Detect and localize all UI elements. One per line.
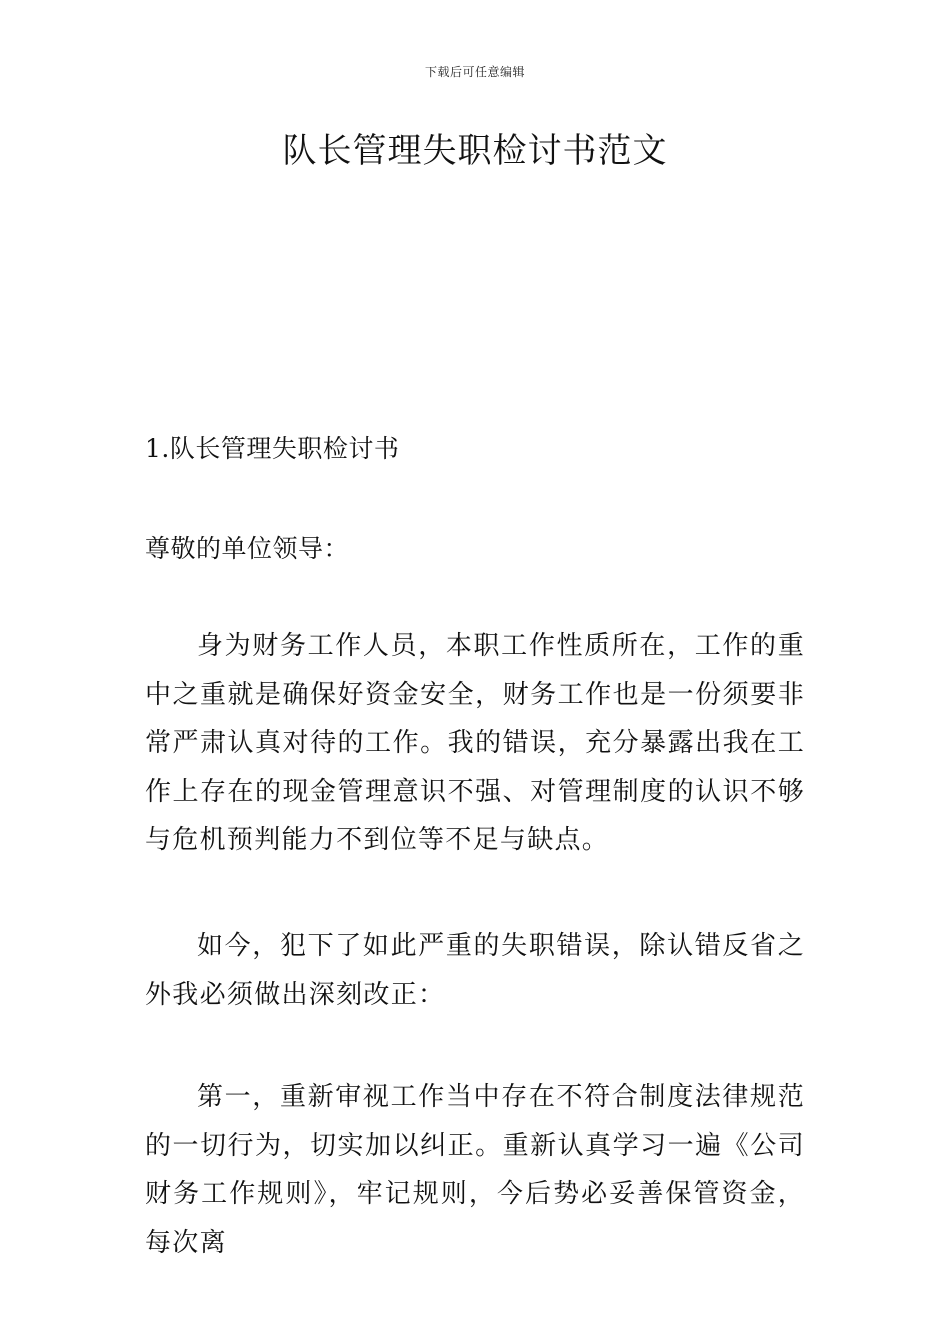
- header-note: 下载后可任意编辑: [424, 65, 525, 79]
- page-title: 队长管理失职检讨书范文: [282, 131, 668, 171]
- body-paragraph: 身为财务工作人员，本职工作性质所在，工作的重中之重就是确保好资金安全，财务工作也是一份须要非常严肃认真对待的工作。我的错误，充分暴露出我在工作上存在的现金管理意识不强、对管理制度的认识不够与危机预判能力不到位等不足与缺点。: [145, 631, 805, 856]
- section-heading: 1.队长管理失职检讨书: [145, 434, 400, 463]
- body-paragraph: 如今，犯下了如此严重的失职错误，除认错反省之外我必须做出深刻改正：: [145, 931, 805, 1010]
- salutation: 尊敬的单位领导：: [145, 534, 350, 563]
- body-paragraph: 第一，重新审视工作当中存在不符合制度法律规范的一切行为，切实加以纠正。重新认真学习一遍《公司财务工作规则》，牢记规则，今后势必妥善保管资金，每次离: [145, 1082, 805, 1258]
